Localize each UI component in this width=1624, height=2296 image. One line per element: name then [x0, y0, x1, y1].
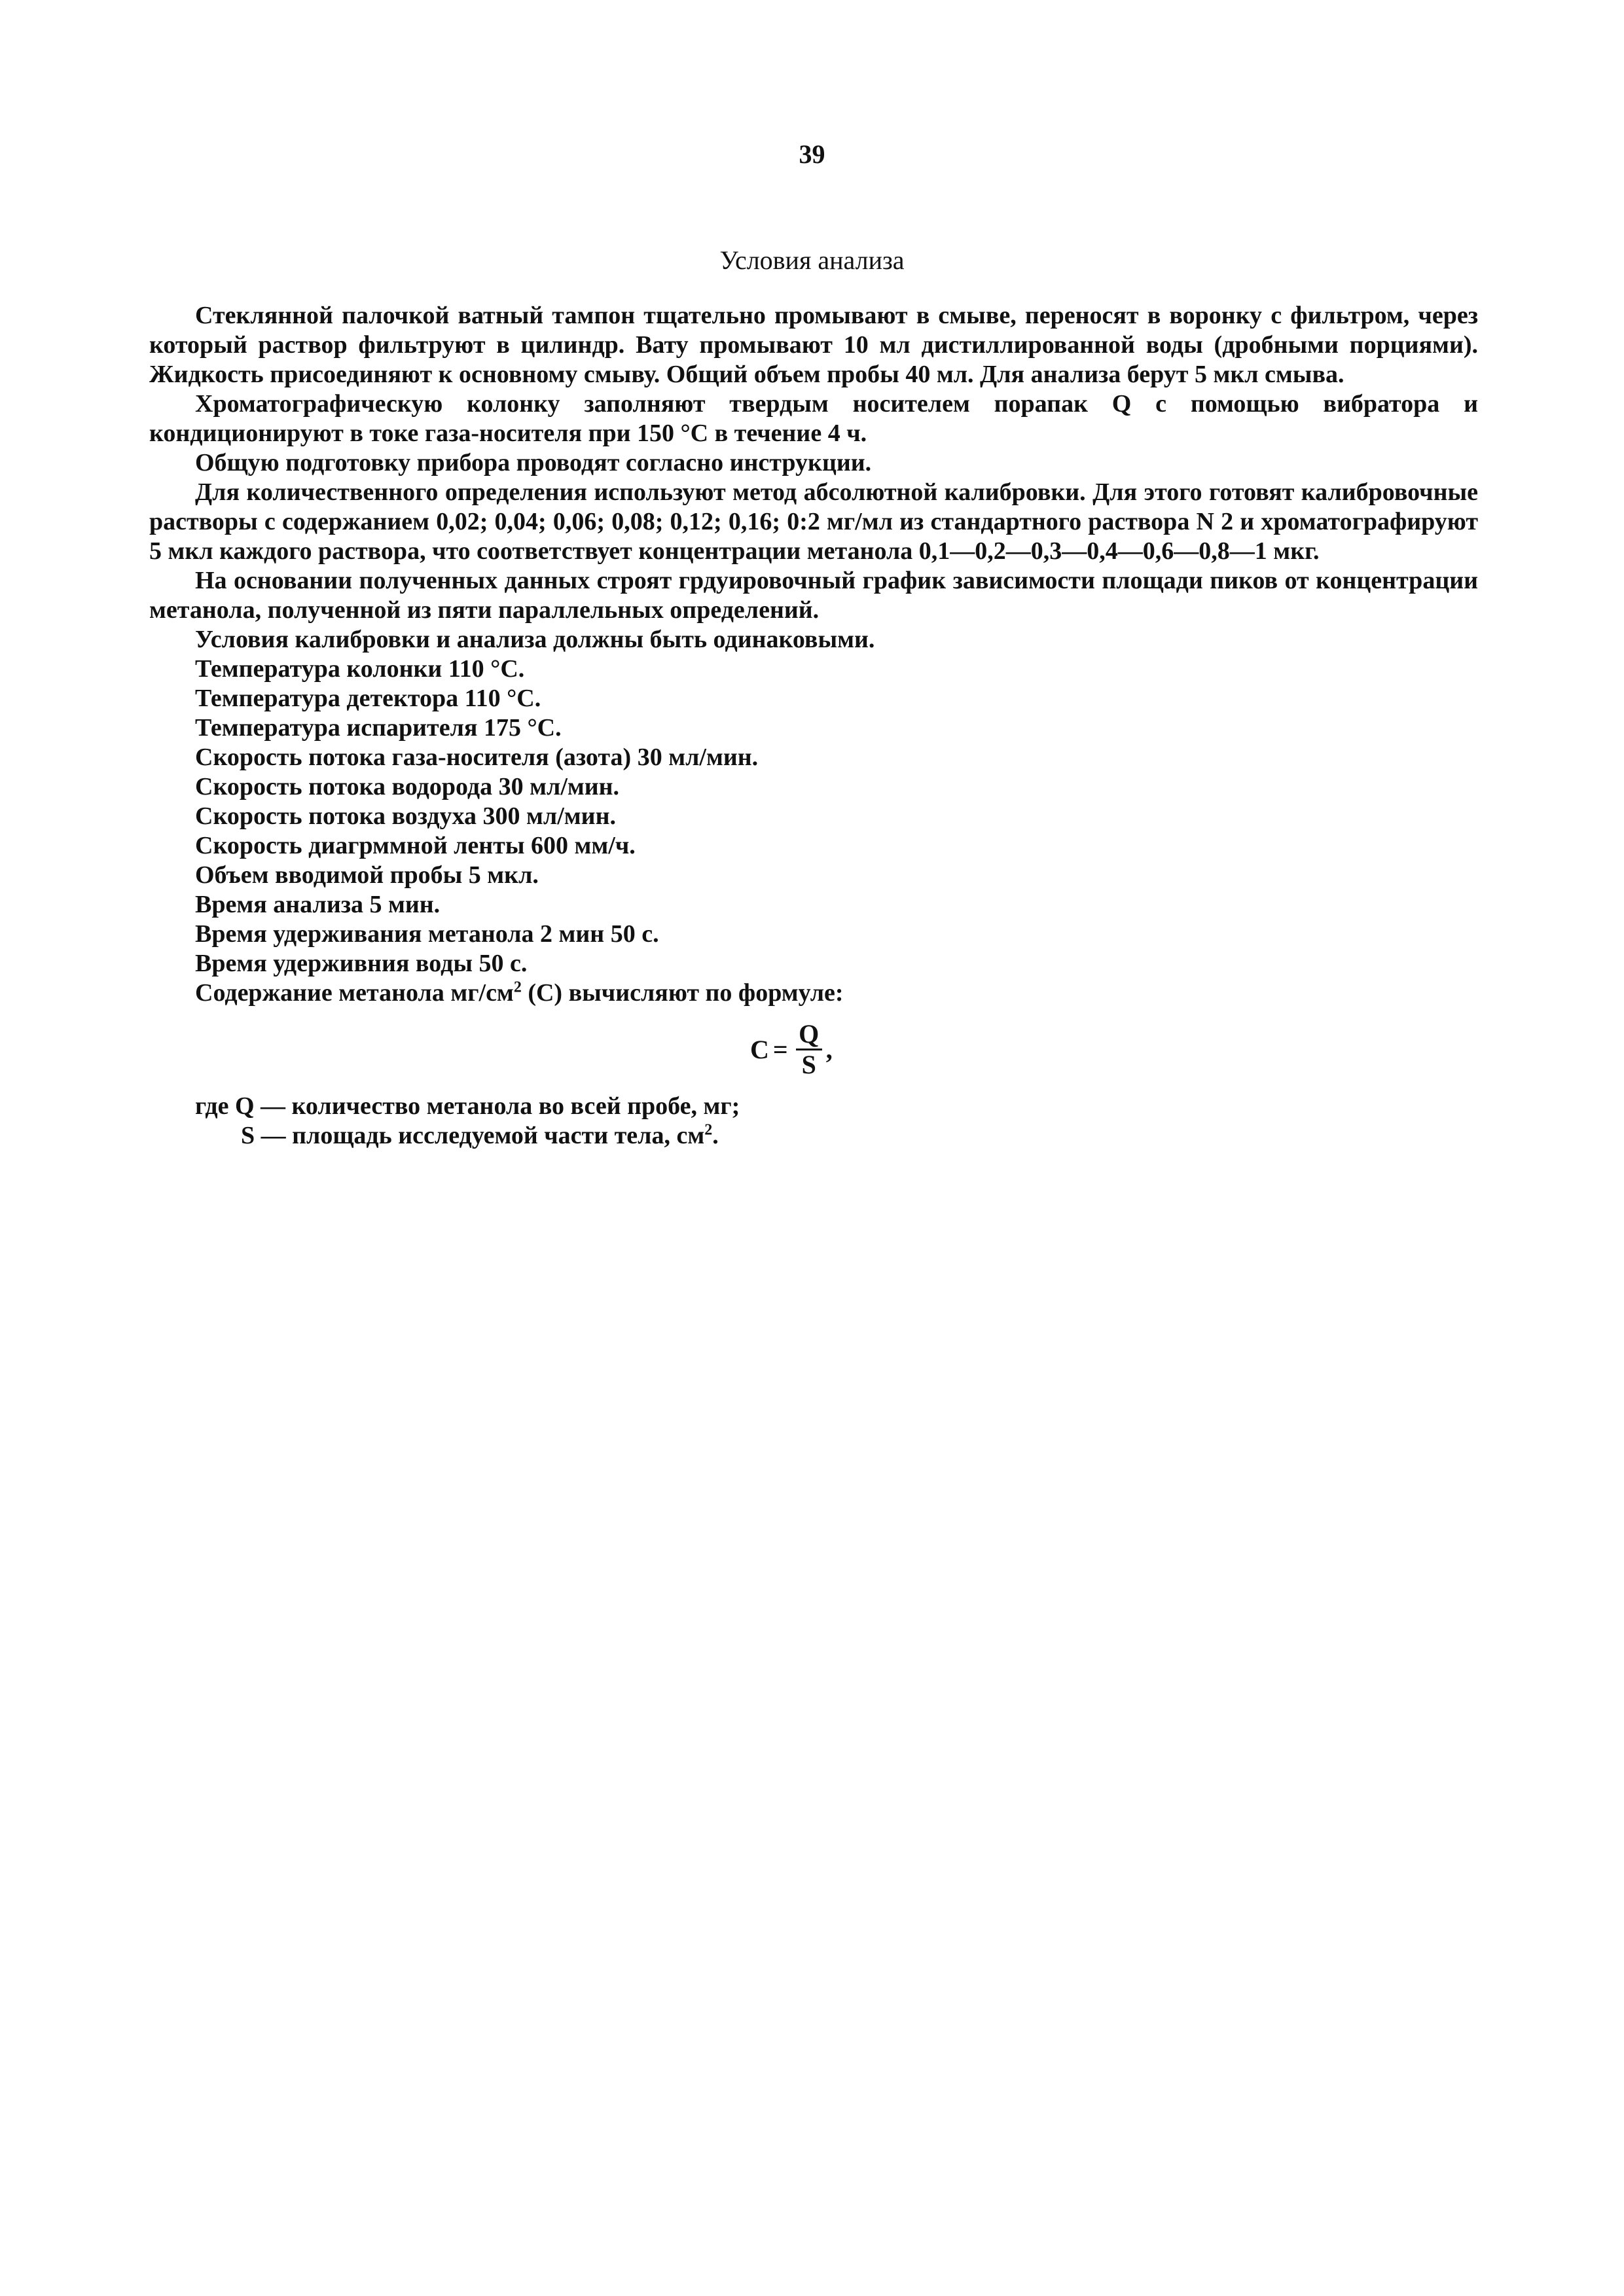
legend-q: где Q — количество метанола во всей пробе, мг; — [195, 1092, 740, 1120]
page-number: 39 — [799, 139, 825, 169]
legend-s-text-end: . — [712, 1122, 719, 1149]
formula-intro-superscript: 2 — [513, 978, 522, 996]
paragraph-sampling: Стеклянной палочкой ватный тампон тщательно промывают в смыве, переносят в воронку с фильтром, через который раствор фильтруют в цилиндр. Вату промывают 10 мл дистиллированной воды (дробными порциями). Жидкость присоединяют к основному смыву. Общий объем пробы 40 мл. Для анализа берут 5 мкл смыва. — [149, 302, 1478, 388]
formula-denominator: S — [801, 1049, 816, 1079]
formula-lhs: С — [750, 1034, 769, 1064]
paragraph-conditions-note: Условия калибровки и анализа должны быть одинаковыми. — [195, 626, 875, 653]
formula-numerator: Q — [799, 1018, 820, 1049]
param-water-retention: Время удерживния воды 50 с. — [195, 950, 528, 977]
formula-legend — [149, 1092, 1478, 1151]
param-analysis-time: Время анализа 5 мин. — [195, 891, 441, 918]
param-column-temperature: Температура колонки 110 °С. — [195, 655, 525, 683]
section-title: Условия анализа — [719, 245, 905, 275]
formula-intro-text-end: (С) вычисляют по формуле: — [521, 979, 844, 1007]
param-air-flow: Скорость потока воздуха 300 мл/мин. — [195, 802, 616, 830]
legend-s-superscript: 2 — [704, 1121, 713, 1139]
formula-intro — [149, 978, 1478, 1008]
formula-tail: , — [825, 1034, 833, 1064]
formula — [149, 1013, 1478, 1085]
legend-s-text: S — площадь исследуемой части тела, см — [241, 1122, 705, 1149]
document-body — [149, 301, 1478, 1151]
legend-s — [149, 1121, 1478, 1151]
formula-expression — [750, 1013, 833, 1085]
paragraph-instrument-prep: Общую подготовку прибора проводят согласно инструкции. — [195, 449, 872, 476]
param-chart-speed: Скорость диагрммной ленты 600 мм/ч. — [195, 832, 636, 859]
paragraph-calibration: Для количественного определения используют метод абсолютной калибровки. Для этого готовят калибровочные растворы с содержанием 0,02; 0,04; 0,06; 0,08; 0,12; 0,16; 0:2 мг/мл из стандартного раствора N 2 и хроматографируют 5 мкл каждого раствора, что соответствует концентрации метанола 0,1—0,2—0,3—0,4—0,6—0,8—1 мкг. — [149, 478, 1478, 565]
param-sample-volume: Объем вводимой пробы 5 мкл. — [195, 861, 539, 889]
param-methanol-retention: Время удерживания метанола 2 мин 50 с. — [195, 920, 659, 948]
param-hydrogen-flow: Скорость потока водорода 30 мл/мин. — [195, 773, 620, 800]
analysis-parameters-list — [149, 655, 1478, 978]
formula-equals: = — [772, 1034, 788, 1064]
paragraph-calibration-graph: На основании полученных данных строят грдуировочный график зависимости площади пиков от концентрации метанола, полученной из пяти параллельных определений. — [149, 567, 1478, 624]
paragraph-column-prep: Хроматографическую колонку заполняют твердым носителем порапак Q с помощью вибратора и кондиционируют в токе газа-носителя при 150 °С в течение 4 ч. — [149, 390, 1478, 447]
formula-fraction — [796, 1018, 822, 1079]
param-evaporator-temperature: Температура испарителя 175 °С. — [195, 714, 562, 742]
param-carrier-gas-flow: Скорость потока газа-носителя (азота) 30 мл/мин. — [195, 744, 759, 771]
param-detector-temperature: Температура детектора 110 °С. — [195, 685, 541, 712]
formula-intro-text: Содержание метанола мг/см — [195, 979, 514, 1007]
